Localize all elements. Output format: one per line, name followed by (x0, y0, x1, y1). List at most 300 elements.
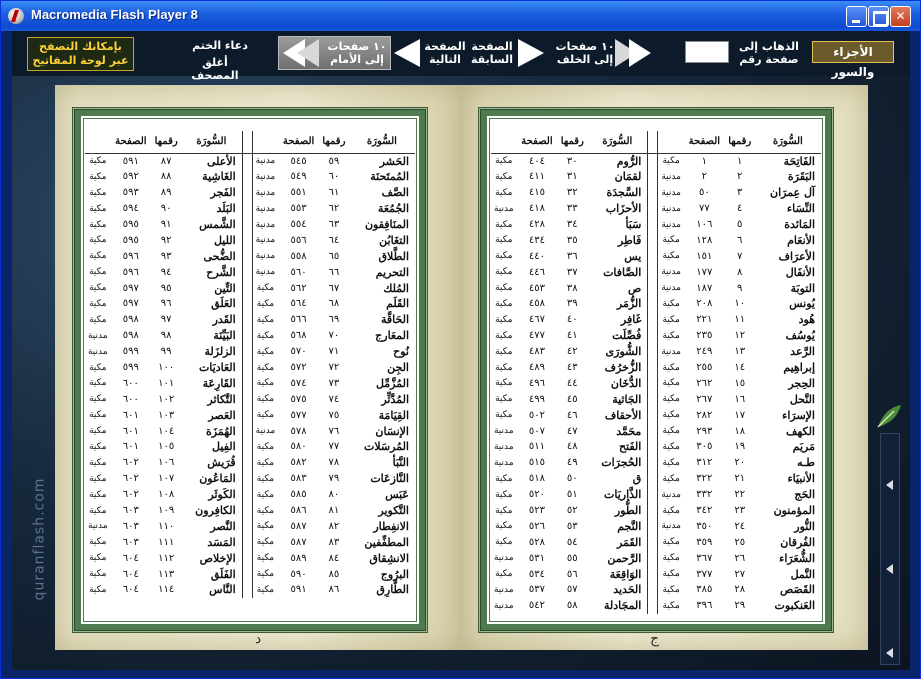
sura-page: ٧٧ (698, 203, 710, 215)
table-row[interactable] (85, 487, 415, 503)
sura-name: الرَّحمن (607, 551, 642, 565)
sura-type: مدنية (493, 553, 514, 564)
table-row[interactable] (491, 153, 821, 169)
sura-type: مكية (495, 362, 513, 373)
sura-name: الزُّخرُف (604, 361, 642, 375)
sura-number: ١٥ (734, 377, 746, 389)
sura-type: مكية (89, 267, 107, 278)
sura-page: ٣٦٧ (696, 552, 713, 564)
sura-number: ١٠٧ (158, 473, 175, 485)
sura-number: ٩ (737, 282, 743, 294)
column-divider (648, 550, 658, 566)
sura-number: ١٠٢ (158, 393, 175, 405)
sura-page: ٢٥٥ (696, 362, 713, 374)
sura-type: مكية (89, 584, 107, 595)
column-divider (242, 264, 252, 280)
sura-name: الكهف (786, 424, 815, 438)
next-page-button[interactable] (417, 40, 473, 66)
sura-page: ١٨٧ (696, 282, 713, 294)
table-row[interactable] (491, 487, 821, 503)
sura-page: ٥١٨ (528, 473, 545, 485)
sura-page: ٥٧٨ (290, 425, 307, 437)
side-arrow-3-icon[interactable] (886, 648, 893, 658)
sura-number: ٥٢ (566, 505, 578, 517)
table-row[interactable] (85, 471, 415, 487)
sura-number: ٤٨ (566, 441, 578, 453)
table-row[interactable] (85, 280, 415, 296)
sura-number: ٥١ (566, 489, 578, 501)
sura-type: مكية (662, 298, 680, 309)
sura-number: ٤١ (566, 330, 578, 342)
sura-page: ٥٦٠ (290, 266, 307, 278)
sura-name: المُدَّثِّر (381, 392, 409, 406)
back10-line2: إلى الخلف (556, 53, 614, 66)
sura-number: ٤٣ (566, 362, 578, 374)
sura-type: مدنية (661, 521, 681, 532)
sura-name: الكافِرون (195, 504, 236, 518)
sura-name: الفَلَق (210, 567, 236, 581)
table-row[interactable] (491, 407, 821, 423)
column-divider (242, 169, 252, 185)
sura-name: الشَّرح (206, 265, 236, 279)
title-bar[interactable] (1, 1, 920, 31)
sura-page: ٥٩٧ (122, 298, 139, 310)
sura-page: ٥٨٧ (290, 520, 307, 532)
sura-page: ٥٢٠ (528, 489, 545, 501)
column-divider (242, 550, 252, 566)
table-row[interactable] (85, 185, 415, 201)
table-row[interactable] (491, 375, 821, 391)
sura-name: الفَاتِحَة (783, 154, 815, 168)
sura-name: السَّجدَة (606, 186, 642, 200)
sura-number: ٧٢ (328, 362, 340, 374)
back-10-pages-button[interactable] (550, 40, 620, 66)
table-row[interactable] (491, 328, 821, 344)
sura-number: ١١٠ (158, 520, 175, 532)
column-divider (242, 566, 252, 582)
sura-page: ٥٩٣ (122, 187, 139, 199)
sura-page: ٣٥٩ (696, 536, 713, 548)
sura-page: ٢٦٧ (696, 393, 713, 405)
table-row[interactable] (491, 312, 821, 328)
sura-name: العَلَق (211, 297, 236, 311)
sura-number: ٥٣ (566, 520, 578, 532)
sura-page: ٥٥٦ (290, 234, 307, 246)
sura-name: العَنكبوت (774, 599, 815, 613)
sura-type: مكية (495, 473, 513, 484)
table-row[interactable] (85, 248, 415, 264)
column-divider (242, 503, 252, 519)
column-divider (648, 487, 658, 503)
sura-number: ٩٤ (160, 266, 172, 278)
sura-name: النَّبَأ (392, 456, 409, 470)
sura-name: مَريَم (792, 440, 815, 454)
sura-page: ٥٩٤ (122, 203, 139, 215)
table-row[interactable] (85, 232, 415, 248)
side-page-strip[interactable] (880, 433, 900, 665)
sura-name: الصَّافات (603, 265, 642, 279)
sura-type: مكية (662, 457, 680, 468)
sura-number: ٧٨ (328, 457, 340, 469)
column-divider (242, 153, 252, 169)
sura-type: مكية (662, 584, 680, 595)
sura-name: محَمَّد (616, 424, 642, 438)
table-row[interactable] (491, 503, 821, 519)
sura-name: الضُّحى (203, 249, 236, 263)
sura-page: ١ (701, 155, 708, 167)
sura-number: ٣٥ (566, 234, 578, 246)
sura-number: ١٠١ (158, 377, 175, 389)
sura-page: ٢٢١ (696, 314, 713, 326)
table-row[interactable] (491, 582, 821, 598)
column-divider (242, 344, 252, 360)
sura-type: مكية (256, 314, 275, 325)
column-divider (648, 582, 658, 598)
sura-type: مكية (89, 283, 107, 294)
sura-name: فُصِّلَت (612, 329, 642, 343)
sura-type: مكية (495, 489, 513, 500)
sura-type: مكية (662, 394, 680, 405)
sura-number: ٨٧ (160, 155, 172, 167)
sura-name: النِّسَاء (786, 202, 815, 216)
table-row[interactable] (85, 264, 415, 280)
sura-number: ٨٤ (328, 552, 340, 564)
minimize-button[interactable] (846, 6, 867, 27)
sura-number: ٤٩ (566, 457, 578, 469)
sura-name: فَاطِر (617, 233, 642, 247)
type-header (491, 131, 517, 153)
sura-type: مدنية (661, 283, 681, 294)
sura-name: النَّجم (617, 519, 642, 533)
sura-name: التَّكوير (378, 504, 409, 518)
sura-number: ٢٥ (734, 536, 746, 548)
sura-page: ٤٨٩ (528, 362, 545, 374)
column-divider (648, 391, 658, 407)
sura-number: ١٨ (734, 425, 746, 437)
sura-number: ٤٧ (566, 425, 578, 437)
sura-type: مكية (256, 457, 275, 468)
sura-page: ٥٧٢ (290, 362, 307, 374)
column-divider (648, 280, 658, 296)
sura-page: ٥٨٣ (290, 473, 307, 485)
sura-type: مكية (662, 362, 680, 373)
sura-number: ١٠٩ (158, 505, 175, 517)
page-number-input[interactable] (685, 41, 729, 63)
sura-name: النَّمل (790, 567, 815, 581)
sura-page: ٢٤٩ (696, 346, 713, 358)
sura-name: المؤمنون (773, 504, 815, 518)
sura-type: مكية (662, 537, 680, 548)
side-arrow-2-icon[interactable] (886, 564, 893, 574)
sura-type: مكية (89, 219, 107, 230)
side-arrow-1-icon[interactable] (886, 480, 893, 490)
sura-name: الوَاقِعَة (609, 567, 642, 581)
column-divider (648, 407, 658, 423)
right-page-letter: ج (650, 631, 660, 647)
column-divider (242, 423, 252, 439)
table-row[interactable] (491, 391, 821, 407)
sura-number: ٩٣ (160, 250, 172, 262)
sura-page: ٦٠١ (122, 425, 139, 437)
sura-name: سَبَأ (625, 218, 642, 231)
sura-page: ٥٨٢ (290, 457, 307, 469)
sura-number: ١٠٨ (158, 489, 175, 501)
table-row[interactable] (491, 598, 821, 614)
sura-page: ٥٨٠ (290, 441, 307, 453)
sura-page: ١٧٧ (696, 266, 713, 278)
sura-number: ٦٧ (328, 282, 340, 294)
table-row[interactable] (491, 280, 821, 296)
sura-type: مدنية (661, 489, 681, 500)
sura-page: ٤٠٤ (528, 155, 545, 167)
sura-page: ٤٧٧ (528, 330, 545, 342)
left-page-letter: د (255, 631, 262, 647)
column-divider (242, 248, 252, 264)
sura-number: ٥٨ (566, 600, 578, 612)
sura-name: يس (624, 249, 642, 263)
back10-line1: ١٠ صفحات (555, 40, 615, 53)
sura-type: مكية (89, 569, 107, 580)
table-row[interactable] (85, 375, 415, 391)
table-row[interactable] (491, 232, 821, 248)
sura-type: مدنية (255, 187, 276, 198)
sura-name: الزلزَلة (204, 345, 236, 359)
sura-name: هُود (798, 313, 815, 327)
table-row[interactable] (85, 407, 415, 423)
sura-page: ٥٦٤ (290, 298, 307, 310)
sura-name: الأحقاف (604, 408, 642, 422)
back-10-pages-icon[interactable] (615, 39, 659, 67)
table-row[interactable] (491, 185, 821, 201)
sura-page: ٥٠ (698, 187, 710, 199)
sura-name: الحِجر (788, 376, 815, 390)
sura-number: ٥٦ (566, 568, 578, 580)
sura-page: ٥٥١ (290, 187, 307, 199)
close-book-button[interactable]: أغلق المصحف (191, 56, 239, 82)
table-row[interactable] (85, 391, 415, 407)
table-row[interactable] (85, 296, 415, 312)
table-row[interactable] (85, 503, 415, 519)
table-row[interactable] (85, 550, 415, 566)
sura-type: مكية (662, 410, 680, 421)
page-header: الصفحة (278, 131, 319, 153)
table-row[interactable] (491, 201, 821, 217)
next-page-arrow-icon[interactable] (394, 39, 420, 67)
table-row[interactable] (491, 360, 821, 376)
table-row[interactable] (491, 423, 821, 439)
sura-page: ٥٩٥ (122, 234, 139, 246)
table-row[interactable] (491, 439, 821, 455)
table-row[interactable] (491, 455, 821, 471)
sura-name: الجَاثية (612, 392, 642, 406)
leaf-icon[interactable] (874, 401, 904, 431)
table-row[interactable] (85, 169, 415, 185)
table-row[interactable] (85, 312, 415, 328)
sura-type: مكية (256, 298, 275, 309)
sura-type: مكية (89, 473, 107, 484)
table-row[interactable] (85, 328, 415, 344)
sura-page: ٢٨٢ (696, 409, 713, 421)
sura-number: ٦٩ (328, 314, 340, 326)
sura-number: ٣١ (566, 171, 578, 183)
sura-page: ٥٢٨ (528, 536, 545, 548)
sura-number: ١٠ (734, 298, 746, 310)
sura-type: مدنية (661, 171, 681, 182)
sura-name: الزُّمَر (616, 297, 642, 311)
sura-name: المجَادلة (603, 599, 642, 613)
sura-number: ٦٦ (328, 266, 340, 278)
sura-type: مدنية (661, 203, 681, 214)
sura-name: القِيَامَة (378, 408, 409, 422)
sura-header: السُّورَة (349, 131, 415, 153)
table-row[interactable] (491, 518, 821, 534)
sura-type: مكية (256, 537, 275, 548)
sura-number: ١٠٠ (158, 362, 175, 374)
sura-type: مكية (662, 600, 680, 611)
sura-name: القَارِعَة (202, 376, 236, 390)
table-row[interactable] (85, 153, 415, 169)
goto-label-line1: الذهاب إلى (739, 40, 799, 53)
sura-number: ١١٢ (158, 552, 175, 564)
table-row[interactable] (85, 423, 415, 439)
toolbar (12, 31, 910, 82)
column-divider (242, 582, 252, 598)
table-row[interactable] (491, 217, 821, 233)
sura-number: ٥٤ (566, 536, 578, 548)
sura-number: ٨ (737, 266, 743, 278)
sura-number: ٤٢ (566, 346, 578, 358)
khatm-dua-button[interactable]: دعاء الختم (192, 39, 248, 52)
sura-number: ١١٤ (158, 584, 175, 596)
sura-page: ٥٩٠ (290, 568, 307, 580)
sura-name: الحُجرَات (601, 456, 642, 470)
sura-page: ٥١٥ (528, 457, 545, 469)
sura-name: الشَّمس (199, 218, 236, 231)
sura-number: ٧٣ (328, 377, 340, 389)
sura-name: القَلَم (386, 297, 409, 311)
table-row[interactable] (491, 264, 821, 280)
sura-number: ١ (737, 155, 743, 167)
table-row[interactable] (491, 169, 821, 185)
number-header: رقمها (725, 131, 755, 153)
sura-name: الطَّارِق (376, 583, 409, 597)
sura-name: التِّين (214, 281, 236, 295)
parts-and-suras-button[interactable]: الأجزاء والسور (812, 41, 894, 63)
sura-number: ٢٧ (734, 568, 746, 580)
sura-page: ٦٠٣ (122, 520, 139, 532)
column-divider (242, 439, 252, 455)
sura-number: ٣٨ (566, 282, 578, 294)
sura-type: مكية (662, 156, 680, 167)
sura-number: ١٦ (734, 393, 746, 405)
table-row[interactable] (85, 534, 415, 550)
previous-page-arrow-icon[interactable] (518, 39, 544, 67)
sura-name: النَّحل (789, 392, 815, 406)
table-row[interactable] (85, 344, 415, 360)
sura-number: ١٩ (734, 441, 746, 453)
column-divider (648, 131, 658, 153)
sura-name: الإخلاص (199, 551, 236, 565)
table-row[interactable] (491, 248, 821, 264)
sura-page: ٢٦٢ (696, 377, 713, 389)
prev-line1: الصفحة (471, 40, 513, 53)
sura-number: ٣٢ (566, 187, 578, 199)
sura-type: مكية (495, 537, 513, 548)
sura-name: التحريم (375, 265, 409, 279)
sura-type: مدنية (255, 251, 276, 262)
close-button[interactable]: ✕ (890, 6, 911, 27)
sura-page: ٥٧٤ (290, 377, 307, 389)
sura-name: الرَّعد (790, 345, 815, 359)
sura-number: ٧٤ (328, 393, 340, 405)
sura-page: ٥٩٥ (122, 219, 139, 230)
maximize-button[interactable] (868, 6, 889, 27)
table-row[interactable] (85, 217, 415, 233)
sura-type: مكية (495, 187, 513, 198)
table-row[interactable] (85, 360, 415, 376)
sura-name: الانفِطار (373, 519, 409, 533)
table-row[interactable] (491, 471, 821, 487)
sura-name: الأنفَال (785, 265, 815, 279)
sura-page: ٦٠٤ (122, 568, 139, 580)
sura-header: السُّورَة (587, 131, 648, 153)
table-header-row (85, 131, 415, 153)
sura-name: البَيِّنَة (213, 329, 236, 343)
sura-number: ٢٨ (734, 584, 746, 596)
table-row[interactable] (491, 550, 821, 566)
sura-type: مكية (495, 314, 513, 325)
table-row[interactable] (85, 455, 415, 471)
column-divider (648, 296, 658, 312)
column-divider (648, 248, 658, 264)
table-row[interactable] (85, 201, 415, 217)
table-row[interactable] (491, 296, 821, 312)
sura-number: ١٣ (734, 346, 746, 358)
table-row[interactable] (491, 344, 821, 360)
sura-name: الطَّلاق (378, 249, 409, 263)
sura-number: ٢٤ (734, 520, 746, 532)
sura-name: الانشِقاق (369, 551, 409, 565)
sura-page: ٤٨٣ (528, 346, 545, 358)
table-row[interactable] (491, 534, 821, 550)
sura-page: ٥٥٤ (290, 219, 307, 230)
sura-type: مكية (89, 251, 107, 262)
sura-type: مكية (495, 330, 513, 341)
sura-name: الإسرَاء (782, 408, 815, 422)
table-row[interactable] (85, 566, 415, 582)
sura-name: نُوح (393, 345, 409, 359)
sura-number: ٦٢ (328, 203, 340, 215)
sura-page: ٥٩٨ (122, 314, 139, 326)
sura-type: مكية (495, 569, 513, 580)
sura-number: ٧٥ (328, 409, 340, 421)
fwd10-line1: ١٠ صفحات (327, 40, 387, 53)
sura-name: يُونس (789, 297, 815, 311)
sura-page: ٥٩٩ (122, 362, 139, 374)
flash-content (12, 31, 910, 670)
sura-page: ٤١٥ (528, 187, 545, 199)
table-row[interactable] (491, 566, 821, 582)
sura-page: ٥٩١ (290, 584, 307, 596)
sura-name: الأحزَاب (605, 202, 642, 216)
sura-name: قُرَيش (207, 456, 236, 470)
sura-type: مدنية (87, 521, 108, 532)
table-row[interactable] (85, 582, 415, 598)
table-row[interactable] (85, 518, 415, 534)
forward-10-pages-button[interactable] (278, 36, 391, 70)
sura-name: البرُوج (380, 567, 409, 581)
table-row[interactable] (85, 439, 415, 455)
